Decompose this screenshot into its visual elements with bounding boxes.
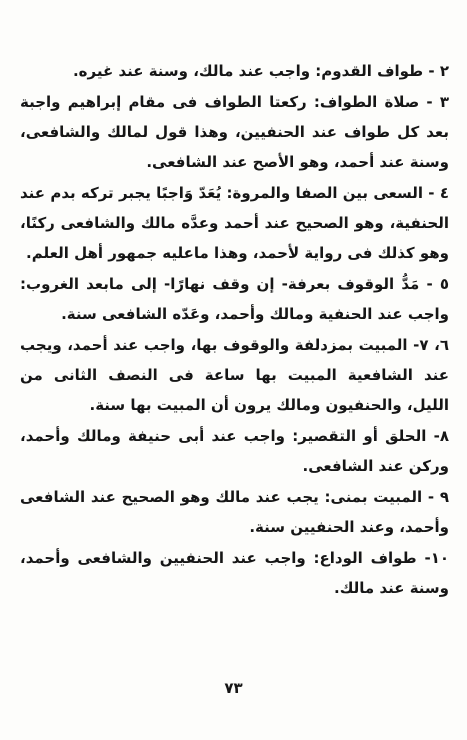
item-text: ٨- الحلق أو التقصير: واجب عند أبى حنيفة ومالك وأحمد، وركن عند الشافعى. — [20, 427, 449, 475]
list-item-5 — [20, 269, 449, 329]
item-text: ٥ - مَدُّ الوقوف بعرفة- إن وقف نهارًا- إلى مابعد الغروب: واجب عند الحنفية ومالك وأحمد، وعَدّه الشافعى سنة. — [20, 275, 449, 323]
list-item-6-7 — [20, 330, 449, 420]
list-item-4 — [20, 178, 449, 268]
page-number: ٧٣ — [224, 679, 243, 697]
list-item-2 — [20, 56, 449, 86]
list-item-10 — [20, 543, 449, 603]
list-item-3 — [20, 87, 449, 177]
item-text: ٩ - المبيت بمنى: يجب عند مالك وهو الصحيح عند الشافعى وأحمد، وعند الحنفيين سنة. — [20, 488, 449, 536]
item-text: ٣ - صلاة الطواف: ركعتا الطواف فى مقام إبراهيم واجبة بعد كل طواف عند الحنفيين، وهذا قول لمالك والشافعى، وسنة عند أحمد، وهو الأصح عند الشافعى. — [20, 93, 449, 171]
list-item-8 — [20, 421, 449, 481]
page-body — [20, 56, 449, 604]
item-text: ٦، ٧- المبيت بمزدلفة والوقوف بها، واجب عند أحمد، ويجب عند الشافعية المبيت بها ساعة فى النصف الثانى من الليل، والحنفيون ومالك يرون أن المبيت بها سنة. — [20, 336, 449, 414]
item-text: ٤ - السعى بين الصفا والمروة: يُعَدّ وَاجبًا يجبر تركه بدم عند الحنفية، وهو الصحيح عند أحمد وعدَّه مالك والشافعى ركنًا، وهو كذلك فى رواية لأحمد، وهذا ماعليه جمهور أهل العلم. — [20, 184, 449, 262]
list-item-9 — [20, 482, 449, 542]
item-text: ٢ - طواف القدوم: واجب عند مالك، وسنة عند غيره. — [72, 62, 449, 80]
item-text: ١٠- طواف الوداع: واجب عند الحنفيين والشافعى وأحمد، وسنة عند مالك. — [20, 549, 449, 597]
